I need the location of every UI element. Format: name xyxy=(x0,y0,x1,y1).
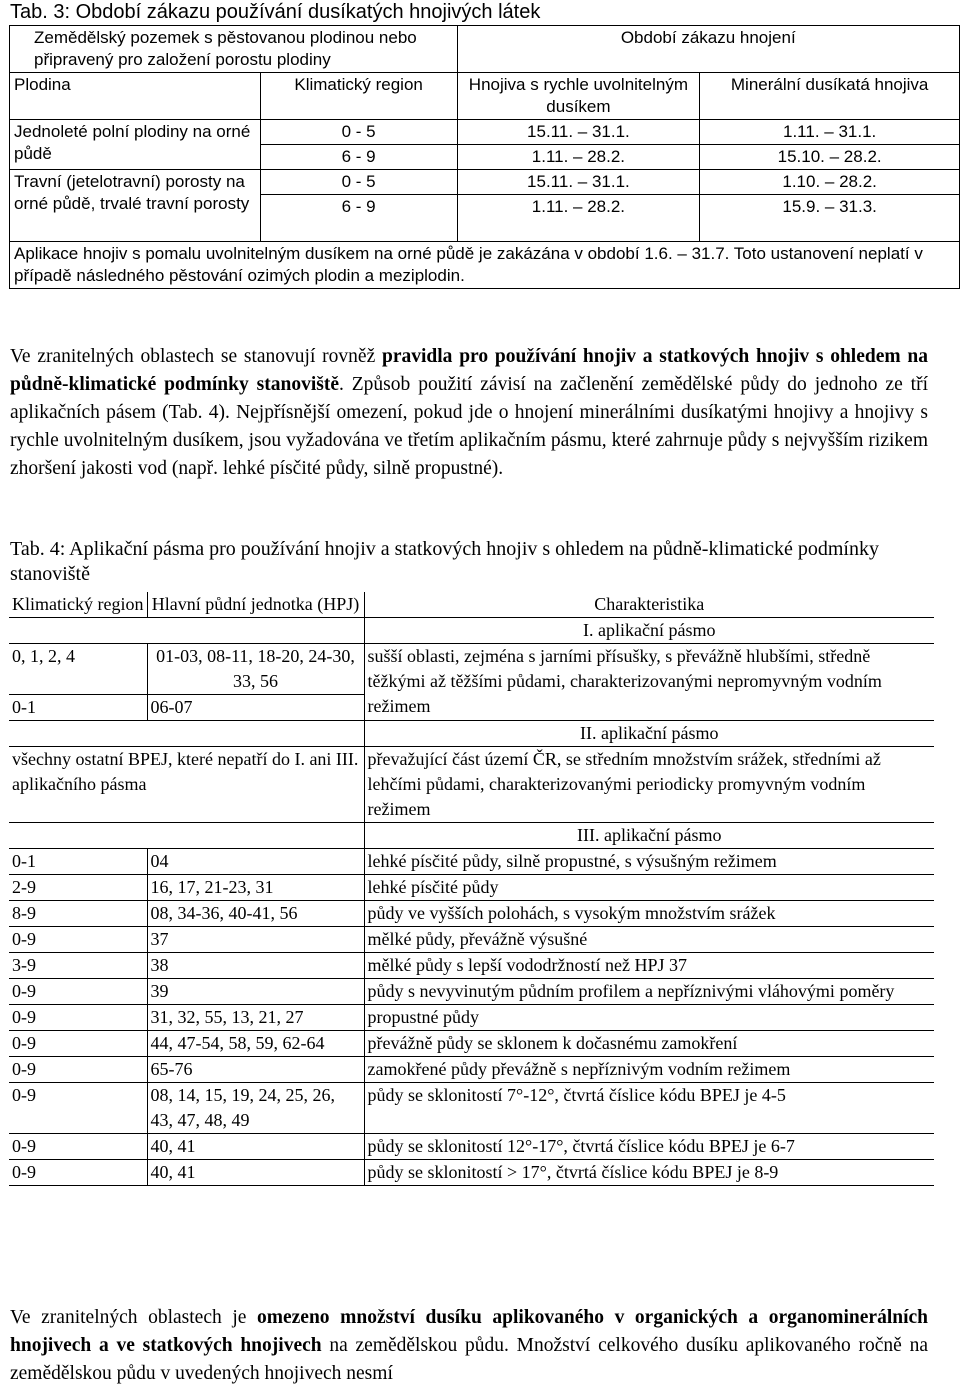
paragraph-text: . Způsob použití závisí na začlenění zemědělské půdy do jednoho ze tří aplikačních pásem (Tab. 4). Nejpřísnější omezení, pokud jde o hnojení minerálními dusíkatými hnojivy a hnojivy s rychle uvolnitelným dusíkem, jsou vyžadována ve třetím aplikačním pásmu, které zahrnuje půdy s nejvyšším rizikem zhoršení jakosti vod (např. lehké písčité půdy, silně propustné). xyxy=(10,374,928,479)
zone3-region: 0-9 xyxy=(9,1160,147,1186)
table3-cell-mineral: 1.11. – 31.1. xyxy=(700,120,960,145)
zone2-desc: převažující část území ČR, se středním množstvím srážek, středními až lehčími půdami, charakterizovanými periodicky promyvným vodním režimem xyxy=(364,747,934,823)
table3-caption: Tab. 3: Období zákazu používání dusíkatých hnojivých látek xyxy=(10,1,541,23)
zone3-hpj: 04 xyxy=(147,849,364,875)
table-row xyxy=(9,1057,934,1083)
table-row xyxy=(9,1134,934,1160)
table4-col-region: Klimatický region xyxy=(9,592,147,618)
zone3-desc: propustné půdy xyxy=(364,1005,934,1031)
table-row xyxy=(9,953,934,979)
table-row xyxy=(9,1031,934,1057)
table4-caption: Tab. 4: Aplikační pásma pro používání hnojiv a statkových hnojiv s ohledem na půdně-klimatické podmínky stanoviště xyxy=(10,538,879,585)
table3-col-plodina: Plodina xyxy=(10,73,261,120)
table3-group-name: Jednoleté polní plodiny na orné půdě xyxy=(10,120,261,170)
zone3-desc: mělké půdy s lepší vododržností než HPJ 37 xyxy=(364,953,934,979)
table-row xyxy=(9,927,934,953)
table-row xyxy=(9,1083,934,1134)
table-row xyxy=(9,979,934,1005)
paragraph-limits xyxy=(10,1304,928,1388)
table3-cell-region: 0 - 5 xyxy=(260,170,457,195)
zone3-desc: lehké písčité půdy, silně propustné, s výsušným režimem xyxy=(364,849,934,875)
paragraph-bold: omezeno množství dusíku aplikovaného v organických a organominerálních hnojivech a ve statkových hnojivech xyxy=(10,1307,929,1356)
zone3-region: 0-9 xyxy=(9,1134,147,1160)
zone2-region: všechny ostatní BPEJ, které nepatří do I. ani III. aplikačního pásma xyxy=(9,747,364,823)
table3-cell-mineral: 15.9. – 31.3. xyxy=(700,195,960,242)
zone3-hpj: 65-76 xyxy=(147,1057,364,1083)
zone3-hpj: 38 xyxy=(147,953,364,979)
zone3-desc: převážně půdy se sklonem k dočasnému zamokření xyxy=(364,1031,934,1057)
zone3-hpj: 40, 41 xyxy=(147,1134,364,1160)
table3-cell-mineral: 15.10. – 28.2. xyxy=(700,145,960,170)
table4 xyxy=(9,592,934,1186)
table-row xyxy=(9,1160,934,1186)
zone3-hpj: 40, 41 xyxy=(147,1160,364,1186)
zone3-region: 2-9 xyxy=(9,875,147,901)
zone1-region: 0-1 xyxy=(9,695,147,721)
paragraph-text: Ve zranitelných oblastech se stanovují rovněž xyxy=(10,346,382,367)
zone3-rows xyxy=(9,849,934,1186)
zone3-hpj: 16, 17, 21-23, 31 xyxy=(147,875,364,901)
zone3-desc: půdy s nevyvinutým půdním profilem a nepříznivými vláhovými poměry xyxy=(364,979,934,1005)
table3-head-pozemek: Zemědělský pozemek s pěstovanou plodinou nebo připravený pro založení porostu plodiny xyxy=(10,26,458,73)
zone3-desc: půdy ve vyšších polohách, s vysokým množstvím srážek xyxy=(364,901,934,927)
zone1-desc: sušší oblasti, zejména s jarními přísušky, s převážně hlubšími, středně těžkými až těžšími půdami, charakterizovanými nepromyvným vodním režimem xyxy=(364,644,934,721)
zone3-region: 0-9 xyxy=(9,1005,147,1031)
zone3-desc: zamokřené půdy převážně s nepříznivým vodním režimem xyxy=(364,1057,934,1083)
paragraph-bold: pravidla pro používání hnojiv a statkových hnojiv s ohledem na půdně-klimatické podmínky stanoviště xyxy=(10,346,928,395)
table3-cell-region: 6 - 9 xyxy=(260,195,457,242)
zone1-hpj: 06-07 xyxy=(147,695,364,721)
zone3-hpj: 44, 47-54, 58, 59, 62-64 xyxy=(147,1031,364,1057)
zone3-hpj: 39 xyxy=(147,979,364,1005)
zone3-region: 0-9 xyxy=(9,1083,147,1134)
table3-note: Aplikace hnojiv s pomalu uvolnitelným dusíkem na orné půdě je zakázána v období 1.6. – 31.7. Toto ustanovení neplatí v případě následného pěstování ozimých plodin a meziplodin. xyxy=(10,242,960,289)
table3-cell-rychle: 15.11. – 31.1. xyxy=(457,170,700,195)
paragraph-text: Ve zranitelných oblastech je xyxy=(10,1307,257,1328)
zone3-region: 8-9 xyxy=(9,901,147,927)
zone3-region: 0-9 xyxy=(9,1031,147,1057)
zone3-hpj: 08, 34-36, 40-41, 56 xyxy=(147,901,364,927)
table3-cell-region: 0 - 5 xyxy=(260,120,457,145)
table-row xyxy=(9,875,934,901)
zone1-title: I. aplikační pásmo xyxy=(364,618,934,644)
table-row xyxy=(9,901,934,927)
table3-cell-rychle: 1.11. – 28.2. xyxy=(457,195,700,242)
zone3-title: III. aplikační pásmo xyxy=(364,823,934,849)
table3-cell-rychle: 1.11. – 28.2. xyxy=(457,145,700,170)
table3-col-region: Klimatický region xyxy=(260,73,457,120)
zone1-region: 0, 1, 2, 4 xyxy=(9,644,147,695)
table3-head-obdobi: Období zákazu hnojení xyxy=(457,26,959,73)
table3 xyxy=(9,25,960,289)
zone3-region: 0-9 xyxy=(9,927,147,953)
table3-col-rychle: Hnojiva s rychle uvolnitelným dusíkem xyxy=(457,73,700,120)
zone3-region: 0-9 xyxy=(9,1057,147,1083)
zone3-desc: půdy se sklonitostí 7°-12°, čtvrtá číslice kódu BPEJ je 4-5 xyxy=(364,1083,934,1134)
zone3-hpj: 31, 32, 55, 13, 21, 27 xyxy=(147,1005,364,1031)
zone3-desc: mělké půdy, převážně výsušné xyxy=(364,927,934,953)
zone3-hpj: 08, 14, 15, 19, 24, 25, 26, 43, 47, 48, 49 xyxy=(147,1083,364,1134)
paragraph-text: na zemědělskou půdu. Množství celkového dusíku aplikovaného ročně na zemědělskou půdu v uvedených hnojivech nesmí xyxy=(10,1335,928,1384)
table-row xyxy=(9,1005,934,1031)
table4-col-hpj: Hlavní půdní jednotka (HPJ) xyxy=(147,592,364,618)
table3-col-mineral: Minerální dusíkatá hnojiva xyxy=(700,73,960,120)
table4-col-char: Charakteristika xyxy=(364,592,934,618)
table3-cell-mineral: 1.10. – 28.2. xyxy=(700,170,960,195)
zone3-region: 0-1 xyxy=(9,849,147,875)
zone3-desc: lehké písčité půdy xyxy=(364,875,934,901)
table3-cell-rychle: 15.11. – 31.1. xyxy=(457,120,700,145)
zone1-hpj: 01-03, 08-11, 18-20, 24-30, 33, 56 xyxy=(147,644,364,695)
zone3-hpj: 37 xyxy=(147,927,364,953)
table3-cell-region: 6 - 9 xyxy=(260,145,457,170)
zone2-title: II. aplikační pásmo xyxy=(364,721,934,747)
zone3-desc: půdy se sklonitostí > 17°, čtvrtá číslice kódu BPEJ je 8-9 xyxy=(364,1160,934,1186)
paragraph-rules xyxy=(10,343,928,483)
zone3-region: 3-9 xyxy=(9,953,147,979)
zone3-region: 0-9 xyxy=(9,979,147,1005)
zone3-desc: půdy se sklonitostí 12°-17°, čtvrtá číslice kódu BPEJ je 6-7 xyxy=(364,1134,934,1160)
table3-group-name: Travní (jetelotravní) porosty na orné půdě, trvalé travní porosty xyxy=(10,170,261,242)
table-row xyxy=(9,849,934,875)
